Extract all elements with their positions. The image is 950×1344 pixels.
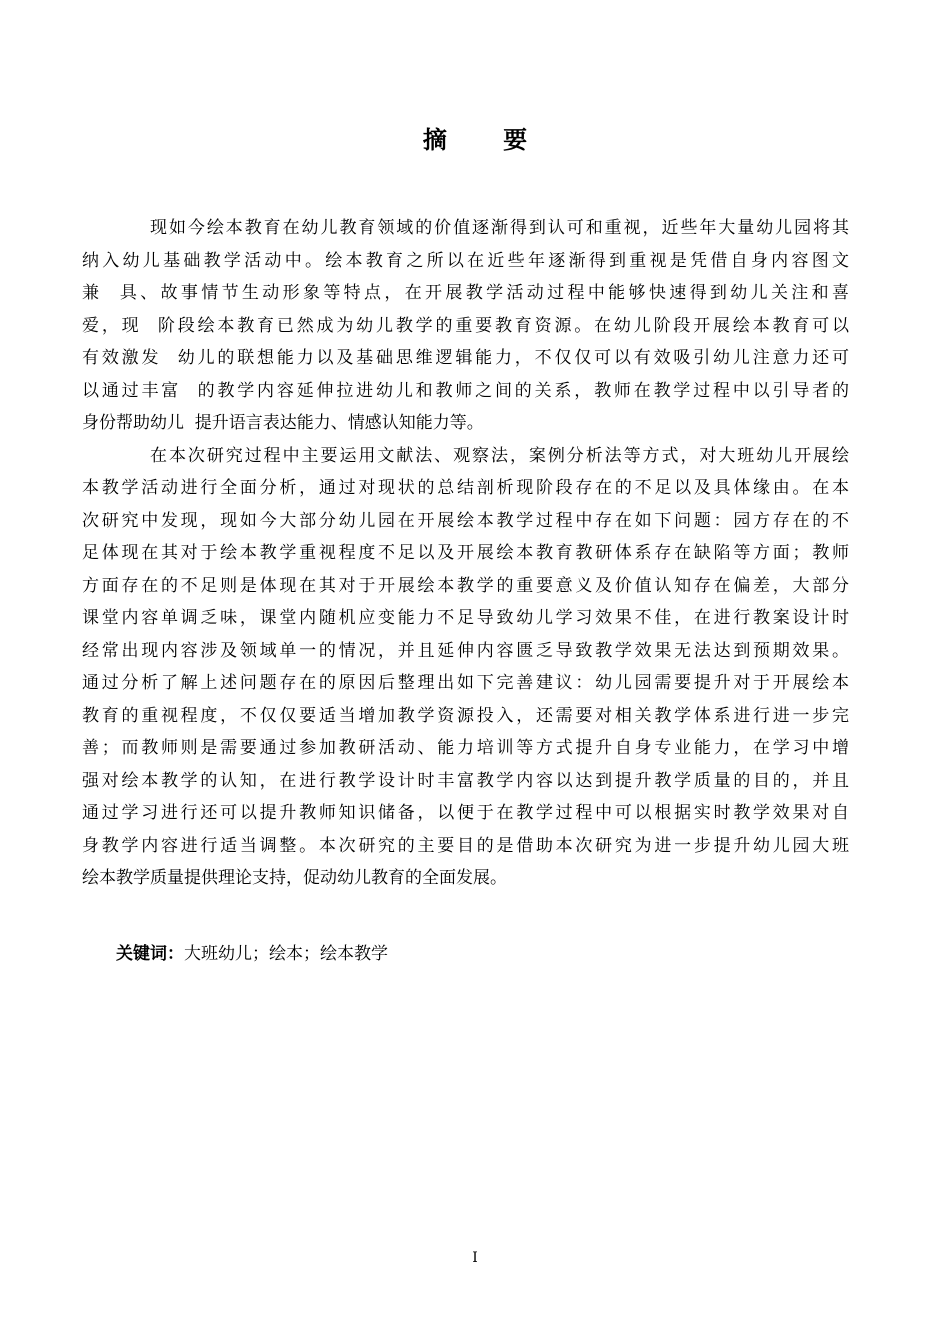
paragraph-line: 兼 具、故事情节生动形象等特点，在开展教学活动过程中能够快速得到幼儿关注和喜 [82,283,849,303]
paragraph-line: 次研究中发现，现如今大部分幼儿园在开展绘本教学过程中存在如下问题：园方存在的不 [82,510,849,531]
page-number: I [472,1250,478,1266]
paragraph-line: 足体现在其对于绘本教学重视程度不足以及开展绘本教育教研体系存在缺陷等方面；教师 [82,543,849,563]
paragraph-line: 在本次研究过程中主要运用文献法、观察法，案例分析法等方式，对大班幼儿开展绘 [150,445,849,466]
paragraph-line: 绘本教学质量提供理论支持，促动幼儿教育的全面发展。 [82,868,507,888]
paragraph-line: 善；而教师则是需要通过参加教研活动、能力培训等方式提升自身专业能力，在学习中增 [82,738,849,758]
paragraph-line: 课堂内容单调乏味，课堂内随机应变能力不足导致幼儿学习效果不佳，在进行教案设计时 [82,608,849,628]
paragraph-line: 通过学习进行还可以提升教师知识储备，以便于在教学过程中可以根据实时教学效果对自 [82,803,849,823]
paragraph-line: 纳入幼儿基础教学活动中。绘本教育之所以在近些年逐渐得到重视是凭借自身内容图文 [82,250,849,271]
keywords-line [116,938,388,970]
abstract-paragraph-2 [82,440,849,895]
keywords-label: 关键词： [116,944,184,964]
keywords-value: 大班幼儿；绘本；绘本教学 [184,944,388,964]
paragraph-line: 身份帮助幼儿 提升语言表达能力、情感认知能力等。 [82,413,484,433]
paragraph-line: 以通过丰富 的教学内容延伸拉进幼儿和教师之间的关系，教师在教学过程中以引导者的 [82,380,849,401]
abstract-paragraph-1 [82,212,849,440]
paragraph-line: 教育的重视程度，不仅仅要适当增加教学资源投入，还需要对相关教学体系进行进一步完 [82,705,849,726]
paragraph-line: 本教学活动进行全面分析，通过对现状的总结剖析现阶段存在的不足以及具体缘由。在本 [82,478,849,498]
paragraph-line: 强对绘本教学的认知，在进行教学设计时丰富教学内容以达到提升教学质量的目的，并且 [82,770,849,791]
paragraph-line: 有效激发 幼儿的联想能力以及基础思维逻辑能力，不仅仅可以有效吸引幼儿注意力还可 [82,348,849,368]
abstract-body [82,212,849,895]
paragraph-line: 爱，现 阶段绘本教育已然成为幼儿教学的重要教育资源。在幼儿阶段开展绘本教育可以 [82,315,849,336]
paragraph-line: 通过分析了解上述问题存在的原因后整理出如下完善建议：幼儿园需要提升对于开展绘本 [82,673,849,693]
paragraph-line: 方面存在的不足则是体现在其对于开展绘本教学的重要意义及价值认知存在偏差，大部分 [82,575,849,596]
paragraph-line: 身教学内容进行适当调整。本次研究的主要目的是借助本次研究为进一步提升幼儿园大班 [82,835,849,856]
paragraph-line: 经常出现内容涉及领域单一的情况，并且延伸内容匮乏导致教学效果无法达到预期效果。 [82,640,849,661]
paragraph-line: 现如今绘本教育在幼儿教育领域的价值逐渐得到认可和重视，近些年大量幼儿园将其 [150,218,849,238]
page-title: 摘 要 [422,126,552,154]
